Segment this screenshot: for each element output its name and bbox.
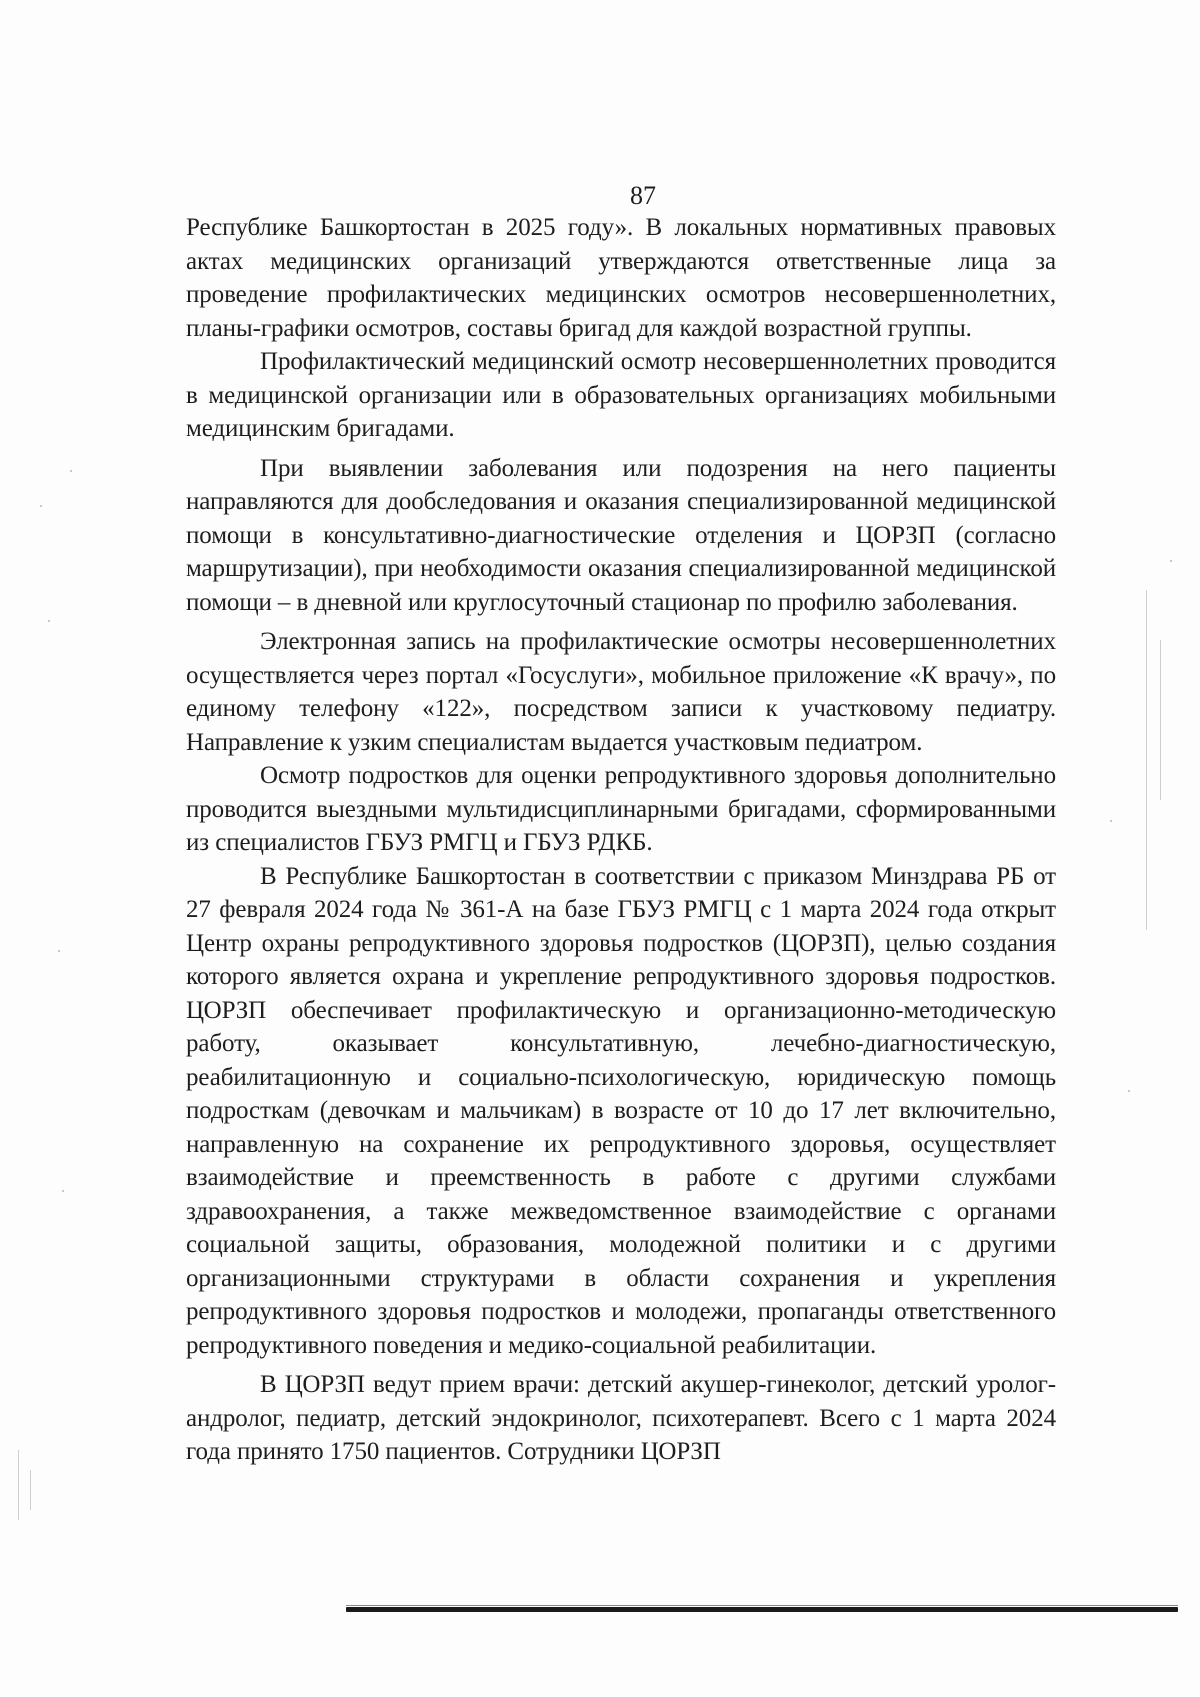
scan-edge-line: [1146, 590, 1147, 930]
scan-edge-line: [1160, 640, 1161, 800]
scan-edge-line: [18, 1450, 19, 1520]
scan-speck: [40, 505, 42, 507]
document-body: [186, 211, 1056, 1469]
scan-edge-line: [30, 1470, 31, 1510]
paragraph-adolescent-exam: Осмотр подростков для оценки репродуктивного здоровья дополнительно проводится выездными мультидисциплинарными бригадами, сформированными из специалистов ГБУЗ РМГЦ и ГБУЗ РДКБ.: [186, 762, 1056, 856]
scan-speck: [62, 1190, 64, 1192]
scan-speck: [1128, 1090, 1130, 1092]
scan-speck: [48, 620, 50, 622]
scan-speck: [1110, 820, 1112, 822]
paragraph-preventive-exam: Профилактический медицинский осмотр несовершеннолетних проводится в медицинской организации или в образовательных организациях мобильными медицинским бригадами.: [186, 348, 1056, 442]
paragraph-electronic-booking: Электронная запись на профилактические осмотры несовершеннолетних осуществляется через портал «Госуслуги», мобильное приложение «К врачу», по единому телефону «122», посредством записи к участковому педиатру. Направление к узким специалистам выдается участковым педиатром.: [186, 628, 1056, 756]
page-number: 87: [630, 181, 656, 210]
paragraph-center-doctors: В ЦОРЗП ведут прием врачи: детский акушер-гинеколог, детский уролог-андролог, педиатр, детский эндокринолог, психотерапевт. Всего с 1 марта 2024 года принято 1750 пациентов. Сотрудники ЦОРЗП: [186, 1371, 1056, 1465]
footer-rule: [346, 1607, 1178, 1612]
paragraph-continuation: Республике Башкортостан в 2025 году». В локальных нормативных правовых актах медицинских организаций утверждаются ответственные лица за проведение профилактических медицинских осмотров несовершеннолетних, планы-графики осмотров, составы бригад для каждой возрастной группы.: [186, 214, 1056, 342]
scan-speck: [58, 950, 60, 952]
scan-speck: [70, 470, 72, 472]
paragraph-disease-detection: При выявлении заболевания или подозрения на него пациенты направляются для дообследования и оказания специализированной медицинской помощи в консультативно-диагностические отделения и ЦОРЗП (согласно маршрутизации), при необходимости оказания специализированной медицинской помощи – в дневной или круглосуточный стационар по профилю заболевания.: [186, 454, 1056, 616]
paragraph-center-description: В Республике Башкортостан в соответствии с приказом Минздрава РБ от 27 февраля 2024 года № 361-А на базе ГБУЗ РМГЦ с 1 марта 2024 года открыт Центр охраны репродуктивного здоровья подростков (ЦОРЗП), целью создания которого является охрана и укрепление репродуктивного здоровья подростков. ЦОРЗП обеспечивает профилактическую и организационно-методическую работу, оказывает консультативную, лечебно-диагностическую, реабилитационную и социально-психологическую, юридическую помощь подросткам (девочкам и мальчикам) в возрасте от 10 до 17 лет включительно, направленную на сохранение их репродуктивного здоровья, осуществляет взаимодействие и преемственность в работе с другими службами здравоохранения, а также межведомственное взаимодействие с органами социальной защиты, образования, молодежной политики и с другими организационными структурами в области сохранения и укрепления репродуктивного здоровья подростков и молодежи, пропаганды ответственного репродуктивного поведения и медико-социальной реабилитации.: [186, 862, 1056, 1359]
scan-speck: [1170, 560, 1172, 562]
footer-rule-shadow: [346, 1605, 1178, 1606]
